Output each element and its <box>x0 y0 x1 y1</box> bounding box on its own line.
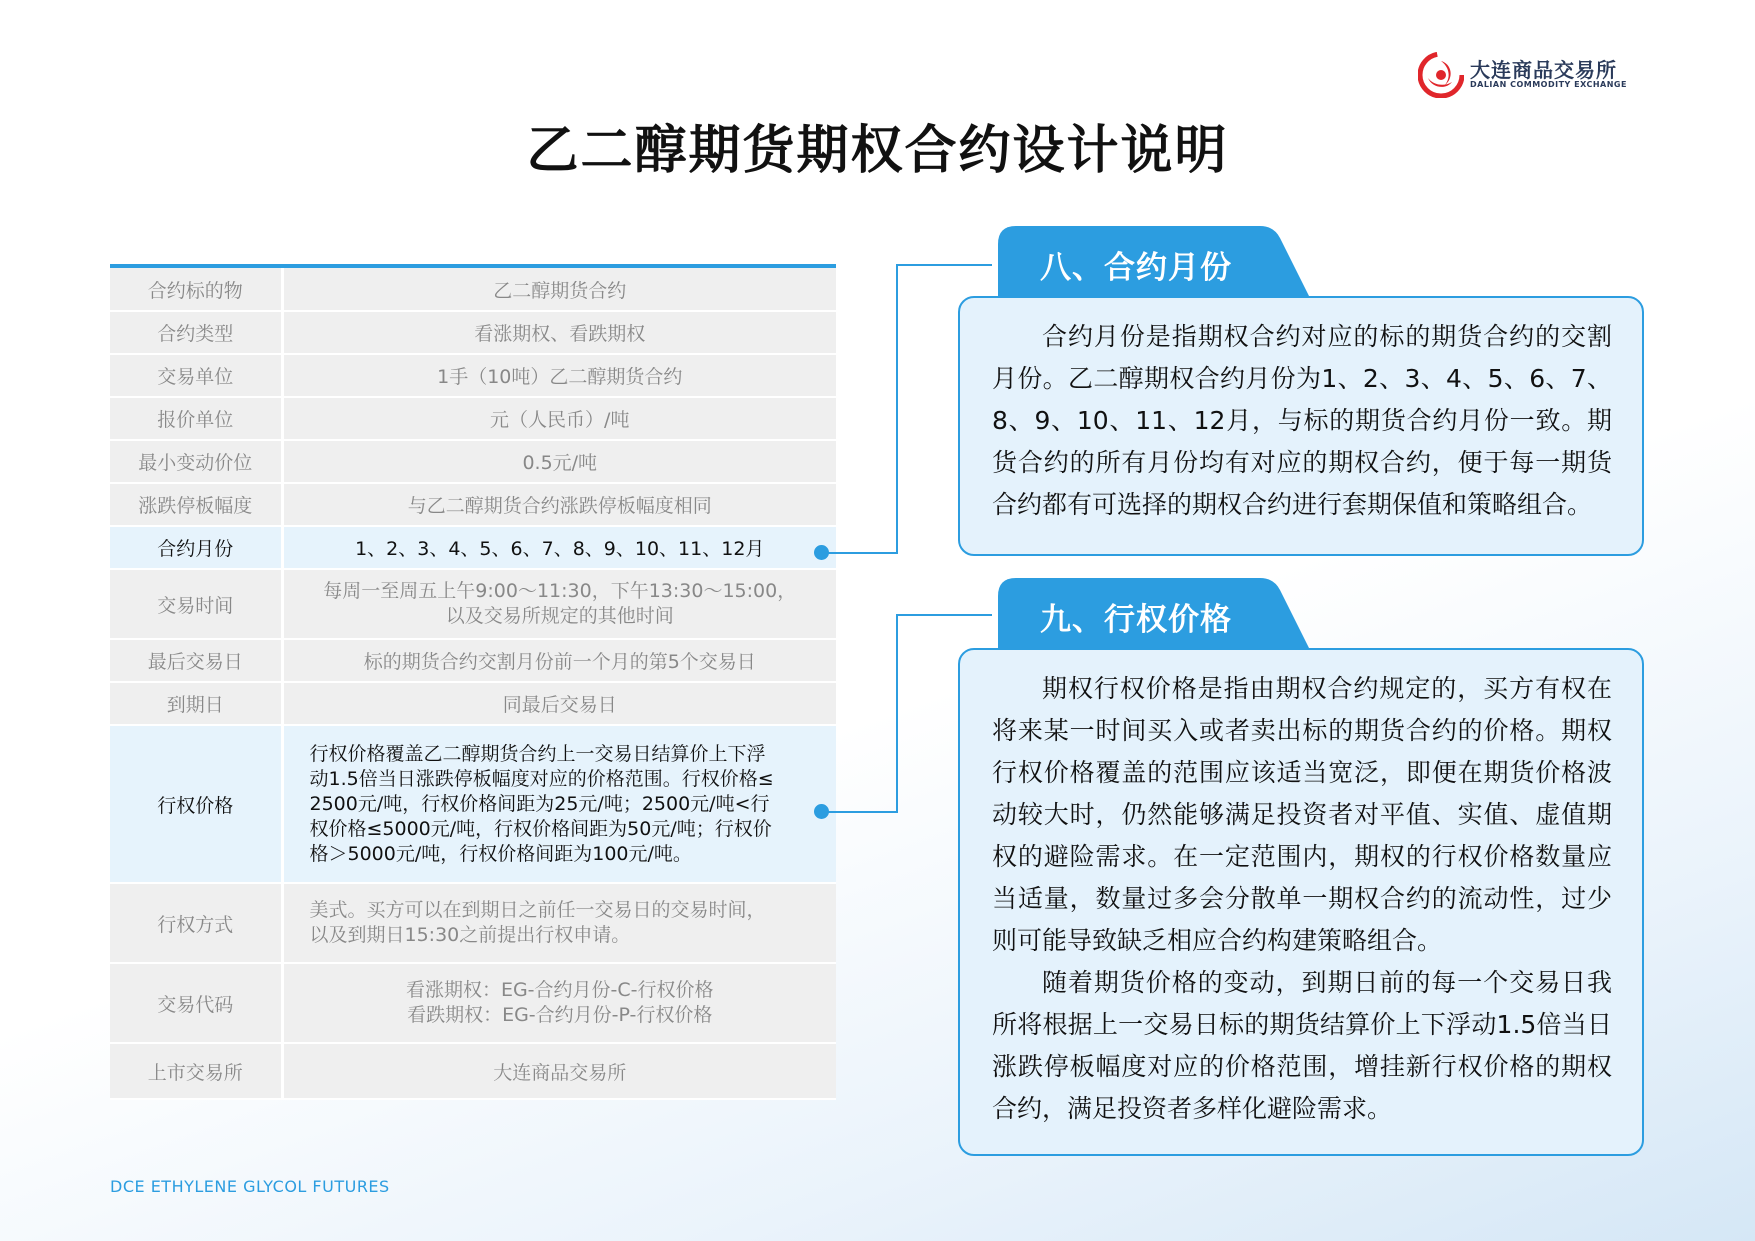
table-row <box>110 397 836 440</box>
row-value-line: 美式。买方可以在到期日之前任一交易日的交易时间， <box>309 899 766 921</box>
table-row <box>110 1043 836 1099</box>
row-value-line: 看涨期权：EG-合约月份-C-行权价格 <box>405 979 714 1001</box>
table-row <box>110 311 836 354</box>
row-value-line: 每周一至周五上午9:00～11:30，下午13:30～15:00， <box>323 580 797 602</box>
connector-line <box>896 614 898 813</box>
section-9-paragraph: 期权行权价格是指由期权合约规定的，买方有权在将来某一时间买入或者卖出标的期货合约的价格。期权行权价格覆盖的范围应该适当宽泛，即便在期货价格波动较大时，仍然能够满足投资者对平值、实值、虚值期权的避险需求。在一定范围内，期权的行权价格数量应当适量，数量过多会分散单一期权合约的流动性，过少则可能导致缺乏相应合约构建策略组合。 <box>992 674 1612 955</box>
row-key: 行权方式 <box>110 883 282 963</box>
row-key: 合约标的物 <box>110 268 282 311</box>
row-value-line: 以及交易所规定的其他时间 <box>445 605 674 627</box>
row-value: 0.5元/吨 <box>282 440 836 483</box>
connector-line <box>896 264 992 266</box>
footer-text: DCE ETHYLENE GLYCOL FUTURES <box>110 1177 390 1196</box>
table-row-contract-months <box>110 526 836 569</box>
connector-line <box>822 811 898 813</box>
section-8-heading: 八、合约月份 <box>1040 250 1232 286</box>
section-9-box <box>958 648 1644 1156</box>
section-9-paragraph: 随着期货价格的变动，到期日前的每一个交易日我所将根据上一交易日标的期货结算价上下浮动1.5倍当日涨跌停板幅度对应的价格范围，增挂新行权价格的期权合约，满足投资者多样化避险需求。 <box>992 968 1612 1123</box>
row-value: 同最后交易日 <box>282 682 836 725</box>
table-row <box>110 354 836 397</box>
row-value <box>282 883 836 963</box>
table-row <box>110 268 836 311</box>
page-title: 乙二醇期货期权合约设计说明 <box>526 121 1229 181</box>
row-key: 报价单位 <box>110 397 282 440</box>
table-row <box>110 963 836 1043</box>
connector-line <box>822 552 898 554</box>
row-value: 元（人民币）/吨 <box>282 397 836 440</box>
row-value-line: 动1.5倍当日涨跌停板幅度对应的价格范围。行权价格≤ <box>309 767 774 790</box>
row-value-line: 格＞5000元/吨，行权价格间距为100元/吨。 <box>309 842 692 865</box>
row-value <box>282 963 836 1043</box>
table-row <box>110 483 836 526</box>
dce-logo <box>1418 52 1648 98</box>
section-9-heading: 九、行权价格 <box>1040 602 1232 638</box>
table-row <box>110 883 836 963</box>
row-key: 交易时间 <box>110 569 282 639</box>
logo-cn-text: 大连商品交易所 <box>1470 58 1617 82</box>
row-key: 交易代码 <box>110 963 282 1043</box>
row-key: 交易单位 <box>110 354 282 397</box>
table-row <box>110 682 836 725</box>
connector-line <box>896 264 898 554</box>
row-value: 标的期货合约交割月份前一个月的第5个交易日 <box>282 639 836 682</box>
row-value-line: 行权价格覆盖乙二醇期货合约上一交易日结算价上下浮 <box>309 742 766 765</box>
row-key: 行权价格 <box>110 725 282 883</box>
row-value: 与乙二醇期货合约涨跌停板幅度相同 <box>282 483 836 526</box>
row-value <box>282 569 836 639</box>
section-8-paragraph: 合约月份是指期权合约对应的标的期货合约的交割月份。乙二醇期权合约月份为1、2、3、4、5、6、7、8、9、10、11、12月，与标的期货合约月份一致。期货合约的所有月份均有对应的期权合约，便于每一期货合约都有可选择的期权合约进行套期保值和策略组合。 <box>992 322 1612 519</box>
connector-line <box>896 614 992 616</box>
table-row <box>110 639 836 682</box>
row-value: 看涨期权、看跌期权 <box>282 311 836 354</box>
section-8-box <box>958 296 1644 556</box>
row-key: 合约月份 <box>110 526 282 569</box>
row-key: 涨跌停板幅度 <box>110 483 282 526</box>
dce-logo-mark-icon <box>1418 52 1464 98</box>
row-value-line: 2500元/吨，行权价格间距为25元/吨；2500元/吨<行 <box>309 792 770 815</box>
section-9-tab <box>998 578 1314 648</box>
row-value: 乙二醇期货合约 <box>282 268 836 311</box>
row-value-line: 看跌期权：EG-合约月份-P-行权价格 <box>407 1004 713 1026</box>
table-row-strike-price <box>110 725 836 883</box>
row-value: 1、2、3、4、5、6、7、8、9、10、11、12月 <box>282 526 836 569</box>
row-value: 1手（10吨）乙二醇期货合约 <box>282 354 836 397</box>
row-value: 大连商品交易所 <box>282 1043 836 1099</box>
row-key: 最小变动价位 <box>110 440 282 483</box>
row-value <box>282 725 836 883</box>
table-row <box>110 569 836 639</box>
section-8-tab <box>998 226 1314 296</box>
row-key: 合约类型 <box>110 311 282 354</box>
row-key: 最后交易日 <box>110 639 282 682</box>
row-value-line: 权价格≤5000元/吨，行权价格间距为50元/吨；行权价 <box>309 817 772 840</box>
contract-spec-table <box>110 264 836 1100</box>
row-key: 到期日 <box>110 682 282 725</box>
row-key: 上市交易所 <box>110 1043 282 1099</box>
logo-en-text: DALIAN COMMODITY EXCHANGE <box>1470 80 1627 89</box>
table-row <box>110 440 836 483</box>
row-value-line: 以及到期日15:30之前提出行权申请。 <box>309 924 631 946</box>
